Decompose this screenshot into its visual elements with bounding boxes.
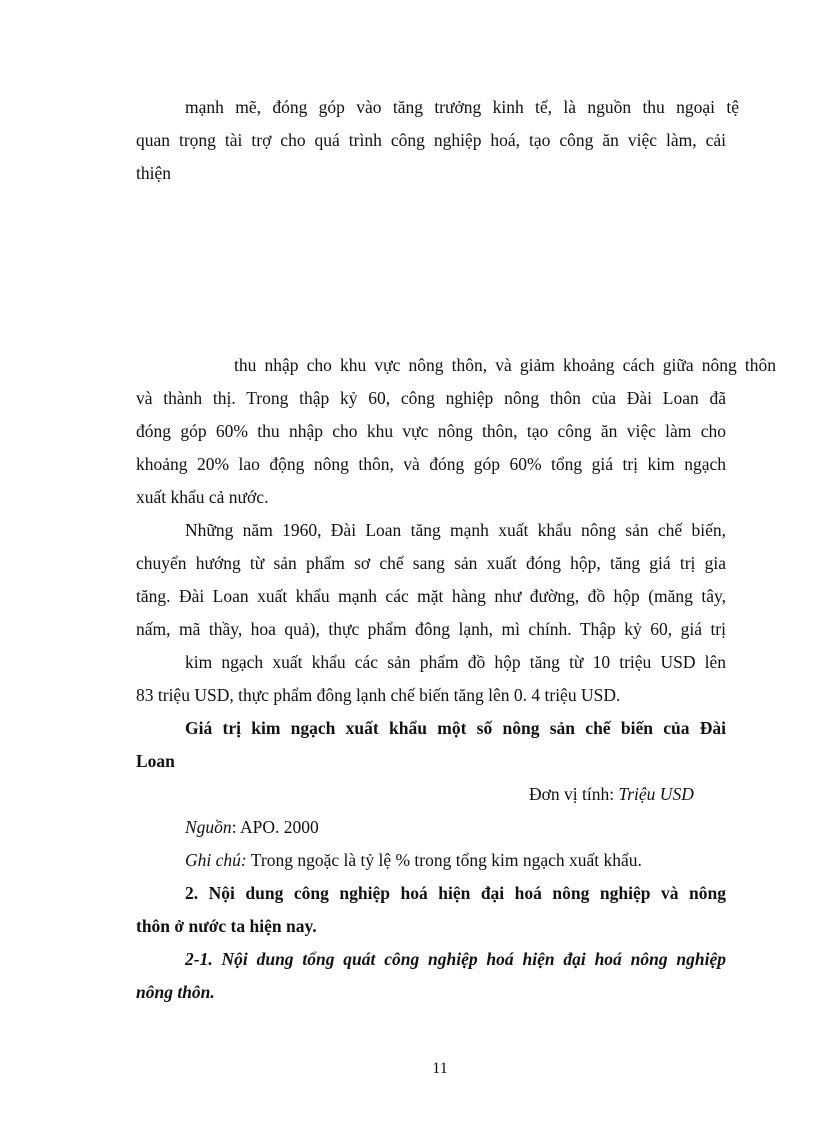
note-value: Trong ngoặc là tỷ lệ % trong tổng kim ngạch xuất khẩu. [246,850,642,870]
table-title: Loan [136,751,175,771]
paragraph-line: mạnh mẽ, đóng góp vào tăng trưởng kinh tế, là nguồn thu ngoại tệ [185,97,739,117]
paragraph-line: chuyển hướng từ sản phẩm sơ chế sang sản xuất đóng hộp, tăng giá trị gia [136,553,726,573]
paragraph-line: quan trọng tài trợ cho quá trình công nghiệp hoá, tạo công ăn việc làm, cải [136,130,726,150]
paragraph-line: 83 triệu USD, thực phẩm đông lạnh chế biến tăng lên 0. 4 triệu USD. [136,685,621,705]
section-heading: thôn ở nước ta hiện nay. [136,916,317,936]
paragraph-line: kim ngạch xuất khẩu các sản phẩm đồ hộp tăng từ 10 triệu USD lên [185,652,726,672]
source-line [185,815,319,839]
paragraph-line: thu nhập cho khu vực nông thôn, và giảm khoảng cách giữa nông thôn [234,355,776,375]
paragraph-line: Những năm 1960, Đài Loan tăng mạnh xuất khẩu nông sản chế biến, [185,520,726,540]
source-label: Nguồn [185,817,232,837]
note-label: Ghi chú: [185,850,247,870]
page-number: 11 [432,1060,448,1077]
table-title: Giá trị kim ngạch xuất khẩu một số nông sản chế biến của Đài [185,718,726,738]
paragraph-line: tăng. Đài Loan xuất khẩu mạnh các mặt hàng như đường, đồ hộp (măng tây, [136,586,726,606]
note-line [185,848,642,872]
paragraph-line: khoảng 20% lao động nông thôn, và đóng góp 60% tổng giá trị kim ngạch [136,454,726,474]
paragraph-line: đóng góp 60% thu nhập cho khu vực nông thôn, tạo công ăn việc làm cho [136,421,726,441]
unit-value: Triệu USD [618,784,694,804]
paragraph-line: thiện [136,163,171,183]
paragraph-line: xuất khẩu cả nước. [136,487,269,507]
paragraph-line: và thành thị. Trong thập kỷ 60, công nghiệp nông thôn của Đài Loan đã [136,388,726,408]
section-heading: 2. Nội dung công nghiệp hoá hiện đại hoá nông nghiệp và nông [185,883,726,903]
subsection-heading: nông thôn. [136,982,215,1002]
paragraph-line: nấm, mã thầy, hoa quả), thực phẩm đông lạnh, mì chính. Thập kỷ 60, giá trị [136,619,726,639]
unit-label: Đơn vị tính: [529,784,619,804]
unit-line [529,782,694,806]
source-value: : APO. 2000 [231,817,319,837]
subsection-heading: 2-1. Nội dung tổng quát công nghiệp hoá hiện đại hoá nông nghiệp [185,949,726,969]
